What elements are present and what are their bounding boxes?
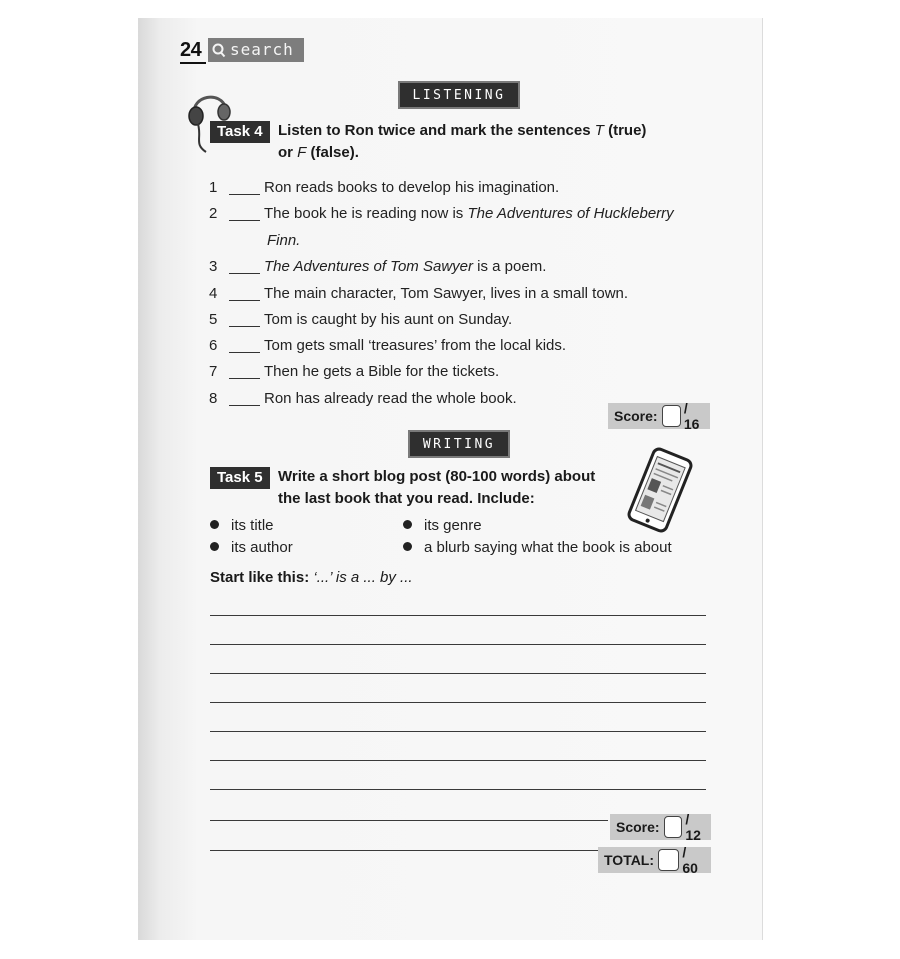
writing-line[interactable] [210,673,706,674]
writing-line[interactable] [210,850,598,851]
answer-blank[interactable] [229,352,260,353]
list-item: its title [210,515,274,537]
task-5-badge: Task 5 [210,467,270,489]
page-number-underline [180,62,206,64]
total-input-box[interactable] [658,849,679,871]
writing-line[interactable] [210,615,706,616]
total-score: TOTAL: / 60 [598,847,711,873]
score-input-box[interactable] [664,816,683,838]
answer-blank[interactable] [229,405,260,406]
list-item: 8 Ron has already read the whole book. [209,390,517,407]
list-item: 6 Tom gets small ‘treasures’ from the local kids. [209,337,567,354]
list-item: a blurb saying what the book is about [403,537,672,559]
brand-banner [208,38,304,62]
list-item: its genre [403,515,482,537]
search-icon [212,43,226,58]
list-item: 5 Tom is caught by his aunt on Sunday. [209,311,513,328]
list-item: its author [210,537,293,559]
answer-blank[interactable] [229,273,260,274]
answer-blank[interactable] [229,300,260,301]
list-item: 4 The main character, Tom Sawyer, lives in a small town. [209,285,629,302]
smartphone-icon [618,446,702,534]
task-5-instruction: Write a short blog post (80-100 words) about the last book that you read. Include: [278,468,596,507]
writing-line[interactable] [210,644,706,645]
brand-name: search [230,40,294,59]
list-item: 7 Then he gets a Bible for the tickets. [209,363,500,380]
task-4-badge: Task 4 [210,121,270,143]
writing-line[interactable] [210,731,706,732]
writing-section-label: WRITING [408,430,510,458]
writing-line[interactable] [210,820,608,821]
writing-line[interactable] [210,789,706,790]
writing-line[interactable] [210,702,706,703]
answer-blank[interactable] [229,220,260,221]
list-item: 3 The Adventures of Tom Sawyer is a poem. [209,258,547,275]
listening-section-label: LISTENING [398,81,520,109]
listening-score: Score: / 16 [608,403,710,429]
score-input-box[interactable] [662,405,681,427]
writing-line[interactable] [210,760,706,761]
list-item: 1 Ron reads books to develop his imagination. [209,179,560,196]
answer-blank[interactable] [229,378,260,379]
answer-blank[interactable] [229,326,260,327]
answer-blank[interactable] [229,194,260,195]
writing-score: Score: / 12 [610,814,711,840]
start-prompt: Start like this: ‘...’ is a ... by ... [210,569,413,586]
task-4-instruction: Listen to Ron twice and mark the sentences T (true) or F (false). [278,122,647,161]
page-number: 24 [180,39,202,61]
list-item: 2 The book he is reading now is The Adventures of Huckleberry Finn. [209,205,674,249]
